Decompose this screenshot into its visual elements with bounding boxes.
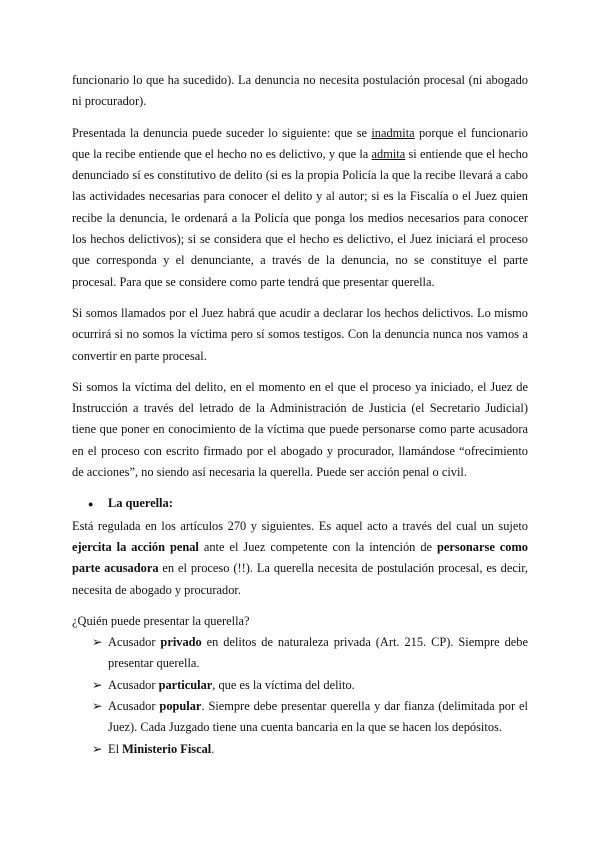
bold-term: popular bbox=[159, 699, 202, 714]
text-segment: Acusador bbox=[108, 699, 160, 714]
text-segment: Presentada la denuncia puede suceder lo siguiente: que se bbox=[72, 125, 372, 140]
paragraph-querella-def bbox=[72, 516, 528, 601]
list-item-text bbox=[108, 675, 528, 696]
accusers-list bbox=[72, 632, 528, 760]
paragraph-denuncia-end: funcionario lo que ha sucedido). La denuncia no necesita postulación procesal (ni abogado ni procurador). bbox=[72, 73, 528, 109]
text-segment: Está regulada en los artículos 270 y siguientes. Es aquel acto a través del cual un sujeto bbox=[72, 518, 528, 533]
text-segment: si entiende que el hecho denunciado sí es constitutivo de delito (si es la propia Policía la que la recibe llevará a cabo las actividades necesarias para conocer el delito y al autor; si es la Fiscalía o el Juez quien recibe la denuncia, le ordenará a la Policía que ponga los medios necesarios para conocer los hechos delictivos); si se considera que el hecho es delictivo, el Juez iniciará el proceso que corresponda y el denunciante, a través de la denuncia, no se constituye el parte procesal. Para que se considere como parte tendrá que presentar querella. bbox=[72, 146, 528, 289]
document-page bbox=[72, 70, 528, 760]
arrow-bullet-icon: ➢ bbox=[92, 635, 103, 650]
arrow-bullet-icon: ➢ bbox=[92, 699, 103, 714]
underlined-admita: admita bbox=[371, 146, 406, 161]
text-segment: en el proceso (!!). La querella necesita de postulación procesal, es decir, necesita de abogado y procurador. bbox=[72, 561, 528, 597]
text-segment: El bbox=[108, 741, 123, 756]
bold-term: personarse como parte acusadora bbox=[72, 539, 529, 576]
bold-term: ejercita la acción penal bbox=[72, 539, 199, 554]
section-heading-querella bbox=[72, 493, 528, 515]
arrow-bullet-icon: ➢ bbox=[92, 741, 103, 756]
text-segment: porque el funcionario que la recibe entiende que el hecho no es delictivo, y que la bbox=[72, 125, 528, 161]
list-item-text bbox=[108, 632, 528, 675]
list-item-text bbox=[108, 739, 528, 760]
list-item bbox=[72, 739, 528, 760]
text-segment: . bbox=[211, 741, 215, 756]
text-segment: . Siempre debe presentar querella y dar fianza (delimitada por el Juez). Cada Juzgado tiene una cuenta bancaria en la que se hacen los depósitos. bbox=[108, 699, 528, 735]
text-segment: Acusador bbox=[108, 677, 159, 692]
heading-label: La querella: bbox=[108, 496, 173, 511]
arrow-bullet-icon: ➢ bbox=[92, 677, 103, 692]
bullet-icon: ● bbox=[88, 499, 94, 510]
list-item bbox=[72, 696, 528, 739]
list-item bbox=[72, 632, 528, 675]
list-item-text bbox=[108, 696, 528, 739]
bold-term: privado bbox=[160, 635, 202, 650]
question-line: ¿Quién puede presentar la querella? bbox=[72, 613, 250, 628]
text-segment: Acusador bbox=[108, 635, 161, 650]
paragraph-presentada bbox=[72, 123, 528, 293]
text-segment: ante el Juez competente con la intención de bbox=[198, 539, 437, 554]
underlined-inadmita: inadmita bbox=[371, 125, 415, 140]
text-segment: en delitos de naturaleza privada (Art. 215. CP). Siempre debe presentar querella. bbox=[108, 635, 528, 671]
paragraph-llamados: Si somos llamados por el Juez habrá que acudir a declarar los hechos delictivos. Lo mismo ocurrirá si no somos la víctima pero sí somos testigos. Con la denuncia nunca nos vamos a convertir en parte procesal. bbox=[72, 305, 528, 363]
bold-term: particular bbox=[158, 677, 213, 692]
paragraph-victima: Si somos la víctima del delito, en el momento en el que el proceso ya iniciado, el Juez de Instrucción a través del letrado de la Administración de Justicia (el Secretario Judicial) tiene que poner en conocimiento de la víctima que puede personarse como parte acusadora en el proceso con escrito firmado por el abogado y procurador, llamándose “ofrecimiento de acciones”, no siendo así necesaria la querella. Puede ser acción penal o civil. bbox=[72, 379, 528, 480]
list-item bbox=[72, 675, 528, 696]
bold-term: Ministerio Fiscal bbox=[122, 741, 212, 756]
text-segment: , que es la víctima del delito. bbox=[212, 677, 355, 692]
